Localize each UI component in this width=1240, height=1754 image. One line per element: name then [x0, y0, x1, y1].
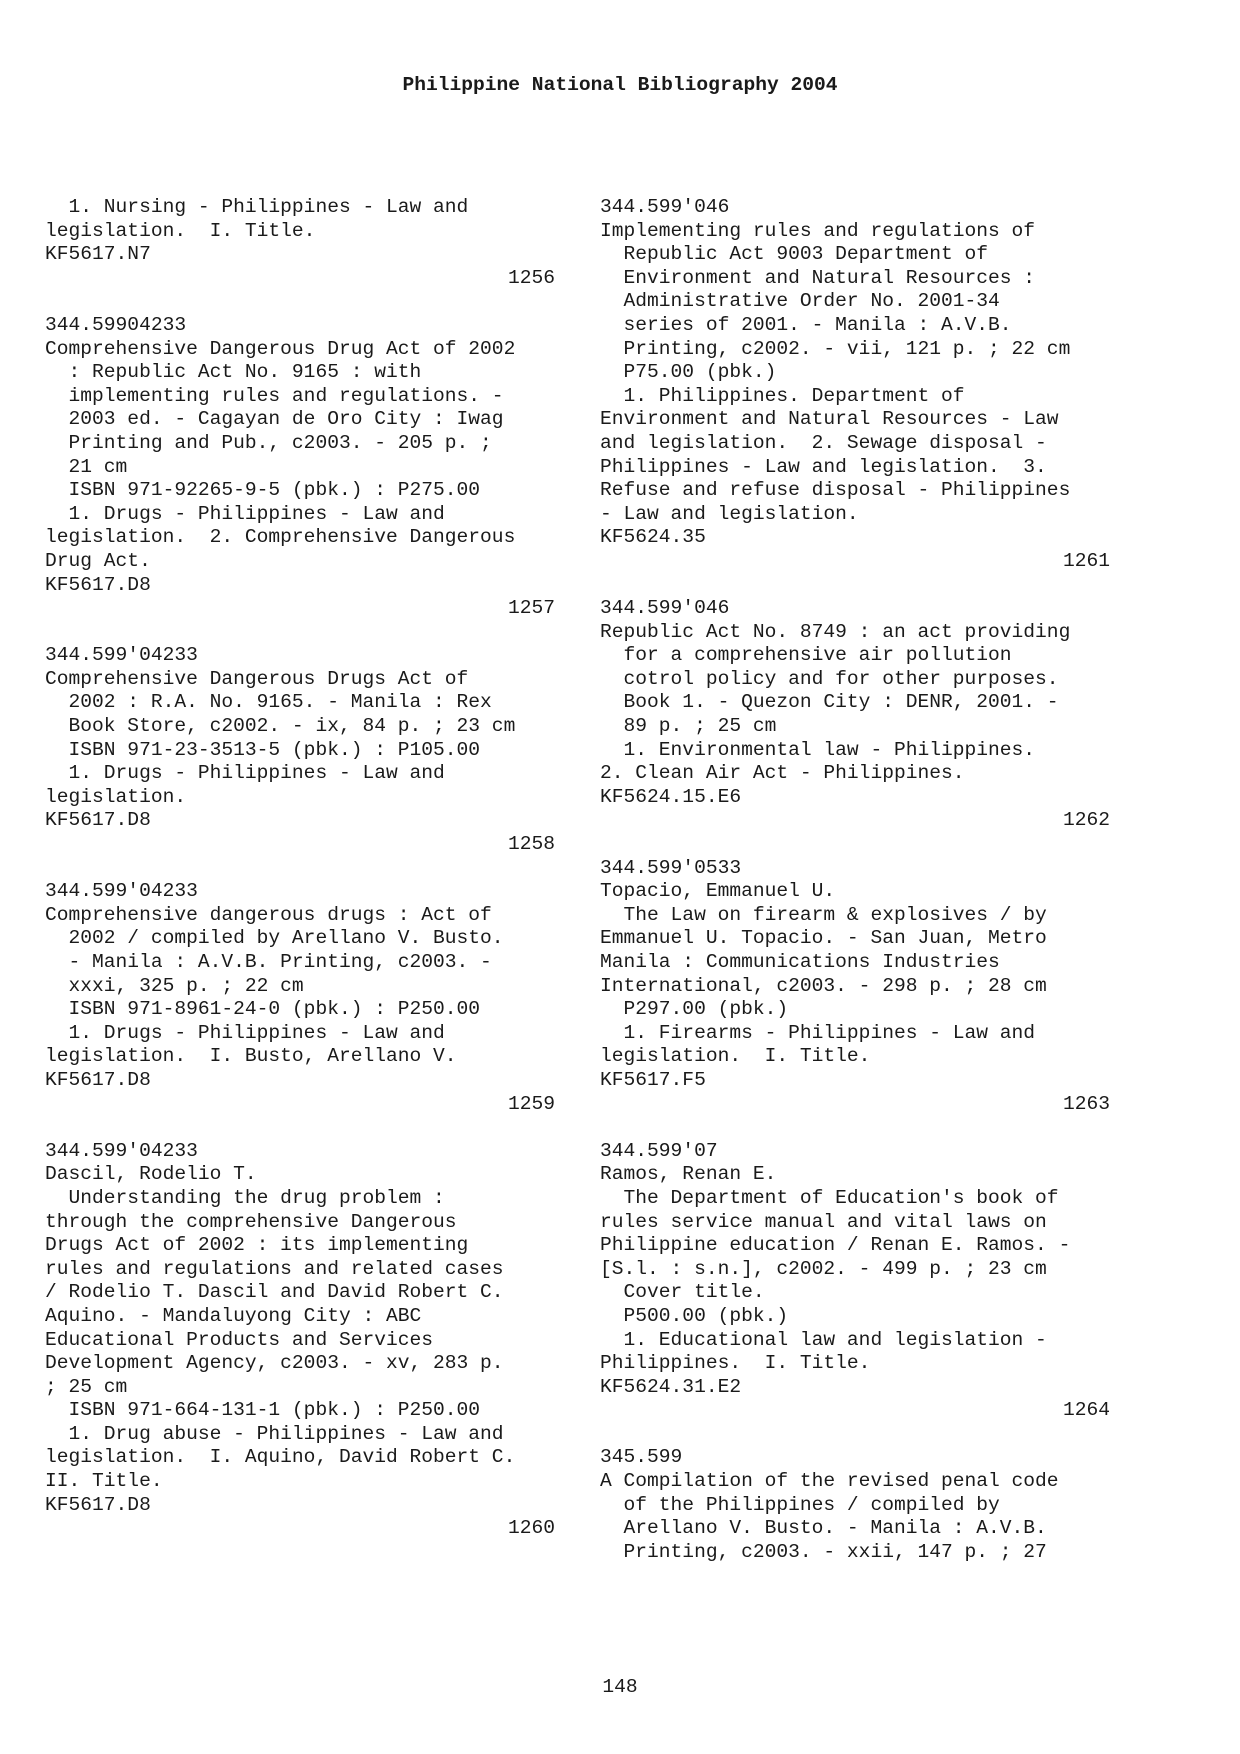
page-title: Philippine National Bibliography 2004	[402, 74, 838, 96]
entry-line: Republic Act No. 8749 : an act providing	[600, 620, 1071, 643]
entry-line: Philippines. I. Title.	[600, 1352, 871, 1375]
entry-line: ; 25 cm	[45, 1375, 128, 1398]
entry-line: legislation. 2. Comprehensive Dangerous	[45, 526, 516, 549]
entry-line: II. Title.	[45, 1470, 163, 1493]
entry-line: KF5617.D8	[45, 573, 151, 596]
entry-spacer	[45, 290, 555, 314]
entry-spacer	[600, 833, 1110, 857]
entry-line: / Rodelio T. Dascil and David Robert C.	[45, 1281, 504, 1304]
entry-line: cotrol policy and for other purposes.	[600, 667, 1059, 690]
entry-line: Philippine education / Renan E. Ramos. -	[600, 1234, 1071, 1257]
entry-line: Manila : Communications Industries	[600, 951, 1000, 973]
entry-line: 344.59904233	[45, 313, 187, 336]
entry-line: ISBN 971-664-131-1 (pbk.) : P250.00	[45, 1399, 481, 1422]
entry-line: P500.00 (pbk.)	[600, 1304, 789, 1327]
entry-line: 21 cm	[45, 455, 128, 478]
entry-line: Printing, c2003. - xxii, 147 p. ; 27	[600, 1540, 1047, 1563]
entry-number: 1260	[507, 1517, 555, 1540]
entry-line: 344.599'04233	[45, 644, 198, 667]
bibliography-entry	[45, 196, 555, 290]
entry-line: Implementing rules and regulations of	[600, 219, 1036, 242]
entry-line: Environment and Natural Resources - Law	[600, 408, 1059, 431]
entry-line: 2002 : R.A. No. 9165. - Manila : Rex	[45, 691, 492, 714]
entry-line: 344.599'07	[600, 1139, 718, 1162]
left-column	[45, 196, 555, 1541]
entry-line: KF5617.F5	[600, 1068, 706, 1091]
entry-line: 1. Nursing - Philippines - Law and	[45, 196, 469, 218]
entry-number: 1259	[507, 1092, 555, 1115]
entry-line: rules and regulations and related cases	[45, 1257, 504, 1280]
entry-number: 1258	[507, 833, 555, 856]
entry-line: ISBN 971-92265-9-5 (pbk.) : P275.00	[45, 479, 481, 502]
entry-line: ISBN 971-8961-24-0 (pbk.) : P250.00	[45, 998, 481, 1021]
entry-line: Arellano V. Busto. - Manila : A.V.B.	[600, 1517, 1047, 1540]
entry-line: legislation. I. Aquino, David Robert C.	[45, 1446, 516, 1469]
entry-line: of the Philippines / compiled by	[600, 1493, 1000, 1516]
entry-line: KF5617.D8	[45, 1068, 151, 1091]
entry-line: Republic Act 9003 Department of	[600, 243, 989, 266]
entry-line: Ramos, Renan E.	[600, 1163, 777, 1186]
entry-line: 344.599'0533	[600, 856, 742, 879]
entry-line: Refuse and refuse disposal - Philippines	[600, 479, 1071, 502]
entry-line: KF5617.N7	[45, 243, 151, 266]
entry-line: P297.00 (pbk.)	[600, 998, 789, 1021]
entry-line: Educational Products and Services	[45, 1328, 434, 1351]
entry-line: Cover title.	[600, 1281, 765, 1304]
entry-line: Topacio, Emmanuel U.	[600, 880, 836, 903]
entry-line: through the comprehensive Dangerous	[45, 1210, 457, 1233]
entry-line: Printing, c2002. - vii, 121 p. ; 22 cm	[600, 337, 1071, 360]
entry-spacer	[45, 857, 555, 881]
entry-line: 2. Clean Air Act - Philippines.	[600, 762, 965, 785]
entry-line: [S.l. : s.n.], c2002. - 499 p. ; 23 cm	[600, 1257, 1047, 1280]
entry-line: KF5624.31.E2	[600, 1375, 742, 1398]
entry-line: The Department of Education's book of	[600, 1186, 1059, 1209]
entry-line: Dascil, Rodelio T.	[45, 1163, 257, 1186]
entry-line: legislation. I. Busto, Arellano V.	[45, 1045, 457, 1068]
entry-line: 1. Drug abuse - Philippines - Law and	[45, 1422, 504, 1445]
entry-line: Development Agency, c2003. - xv, 283 p.	[45, 1352, 504, 1375]
entry-line: 2003 ed. - Cagayan de Oro City : Iwag	[45, 408, 504, 431]
entry-line: P75.00 (pbk.)	[600, 361, 777, 384]
bibliography-entry	[45, 1140, 555, 1541]
entry-line: 345.599	[600, 1446, 683, 1469]
entry-spacer	[45, 1116, 555, 1140]
entry-line: Printing and Pub., c2003. - 205 p. ;	[45, 431, 492, 454]
entry-line: rules service manual and vital laws on	[600, 1210, 1047, 1233]
entry-line: 1. Drugs - Philippines - Law and	[45, 762, 445, 785]
entry-line: The Law on firearm & explosives / by	[600, 903, 1047, 926]
entry-line: 344.599'04233	[45, 1139, 198, 1162]
entry-spacer	[600, 1423, 1110, 1447]
bibliography-entry	[600, 1446, 1110, 1564]
bibliography-entry	[600, 857, 1110, 1117]
entry-line: Comprehensive Dangerous Drug Act of 2002	[45, 337, 516, 360]
entry-number: 1263	[1062, 1092, 1110, 1115]
bibliography-entry	[600, 597, 1110, 833]
entry-line: Drugs Act of 2002 : its implementing	[45, 1234, 469, 1257]
entry-number: 1257	[507, 597, 555, 620]
entry-line: 344.599'04233	[45, 880, 198, 903]
entry-line: KF5617.D8	[45, 809, 151, 832]
entry-line: legislation. I. Title.	[600, 1045, 871, 1068]
page-number: 148	[602, 1676, 638, 1698]
bibliography-entry	[45, 880, 555, 1116]
entry-line: legislation. I. Title.	[45, 219, 316, 242]
entry-line: 1. Firearms - Philippines - Law and	[600, 1021, 1036, 1044]
entry-line: 344.599'046	[600, 196, 730, 218]
entry-line: legislation.	[45, 785, 187, 808]
entry-number: 1256	[507, 266, 555, 289]
entry-line: Aquino. - Mandaluyong City : ABC	[45, 1304, 422, 1327]
entry-line: Comprehensive dangerous drugs : Act of	[45, 903, 492, 926]
entry-line: 1. Educational law and legislation -	[600, 1328, 1047, 1351]
entry-number: 1262	[1062, 809, 1110, 832]
entry-line: 1. Environmental law - Philippines.	[600, 738, 1036, 761]
entry-line: Comprehensive Dangerous Drugs Act of	[45, 667, 469, 690]
entry-line: - Manila : A.V.B. Printing, c2003. -	[45, 951, 492, 973]
entry-line: 2002 / compiled by Arellano V. Busto.	[45, 927, 504, 950]
entry-line: - Law and legislation.	[600, 502, 859, 525]
entry-line: A Compilation of the revised penal code	[600, 1470, 1059, 1493]
entry-line: 344.599'046	[600, 597, 730, 620]
entry-line: ISBN 971-23-3513-5 (pbk.) : P105.00	[45, 738, 481, 761]
bibliography-entry	[45, 314, 555, 621]
entry-line: 89 p. ; 25 cm	[600, 715, 777, 738]
entry-line: KF5624.35	[600, 526, 706, 549]
entry-number: 1261	[1062, 549, 1110, 572]
entry-line: Emmanuel U. Topacio. - San Juan, Metro	[600, 927, 1047, 950]
bibliography-entry	[600, 196, 1110, 574]
entry-line: Drug Act.	[45, 549, 151, 572]
entry-spacer	[600, 574, 1110, 598]
bibliography-entry	[600, 1140, 1110, 1423]
entry-line: xxxi, 325 p. ; 22 cm	[45, 974, 304, 997]
entry-line: : Republic Act No. 9165 : with	[45, 361, 422, 384]
entry-line: KF5624.15.E6	[600, 785, 742, 808]
entry-line: 1. Drugs - Philippines - Law and	[45, 502, 445, 525]
entry-line: implementing rules and regulations. -	[45, 384, 504, 407]
entry-spacer	[45, 621, 555, 645]
entry-line: Administrative Order No. 2001-34	[600, 290, 1000, 313]
entry-line: for a comprehensive air pollution	[600, 644, 1012, 667]
right-column	[600, 196, 1110, 1564]
entry-line: 1. Philippines. Department of	[600, 384, 965, 407]
entry-line: Book Store, c2002. - ix, 84 p. ; 23 cm	[45, 715, 516, 738]
entry-line: 1. Drugs - Philippines - Law and	[45, 1021, 445, 1044]
entry-line: Philippines - Law and legislation. 3.	[600, 455, 1047, 478]
entry-line: Environment and Natural Resources :	[600, 266, 1036, 289]
entry-line: series of 2001. - Manila : A.V.B.	[600, 313, 1012, 336]
entry-line: Understanding the drug problem :	[45, 1186, 445, 1209]
entry-spacer	[600, 1116, 1110, 1140]
entry-number: 1264	[1062, 1399, 1110, 1422]
entry-line: Book 1. - Quezon City : DENR, 2001. -	[600, 691, 1059, 714]
entry-line: International, c2003. - 298 p. ; 28 cm	[600, 974, 1047, 997]
bibliography-entry	[45, 644, 555, 856]
entry-line: and legislation. 2. Sewage disposal -	[600, 431, 1047, 454]
entry-line: KF5617.D8	[45, 1493, 151, 1516]
